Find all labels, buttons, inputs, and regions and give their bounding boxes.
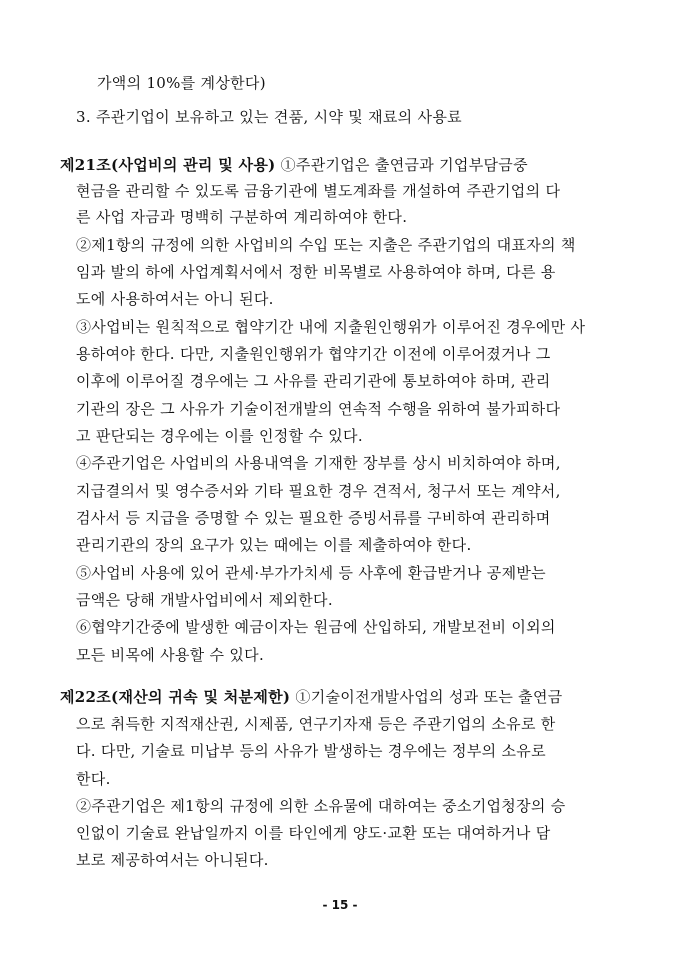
article-21-line: 용하여야 한다. 다만, 지출원인행위가 협약기간 이전에 이루어졌거나 그: [76, 345, 551, 363]
page-number: - 15 -: [322, 898, 358, 912]
article-21-line: ③사업비는 원칙적으로 협약기간 내에 지출원인행위가 이루어진 경우에만 사: [76, 318, 586, 336]
article-21-line: 이후에 이루어질 경우에는 그 사유를 관리기관에 통보하여야 하며, 관리: [76, 372, 551, 390]
article-21-line: ④주관기업은 사업비의 사용내역을 기재한 장부를 상시 비치하여야 하며,: [76, 454, 561, 472]
article-21-line: 현금을 관리할 수 있도록 금융기관에 별도계좌를 개설하여 주관기업의 다: [76, 182, 561, 200]
article-21-line: 금액은 당해 개발사업비에서 제외한다.: [76, 591, 333, 609]
article-22-first-line: [60, 687, 563, 707]
article-21-line: ②제1항의 규정에 의한 사업비의 수입 또는 지출은 주관기업의 대표자의 책: [76, 236, 576, 254]
article-22-line: ①기술이전개발사업의 성과 또는 출연금: [290, 688, 563, 706]
article-21-line: ⑥협약기간중에 발생한 예금이자는 원금에 산입하되, 개발보전비 이외의: [76, 618, 556, 636]
article-22-line: 으로 취득한 지적재산권, 시제품, 연구기자재 등은 주관기업의 소유로 한: [76, 715, 556, 733]
article-22-line: 다. 다만, 기술료 미납부 등의 사유가 발생하는 경우에는 정부의 소유로: [76, 742, 546, 760]
article-22-title: 제22조(재산의 귀속 및 처분제한): [60, 688, 291, 706]
article-21-line: 지급결의서 및 영수증서와 기타 필요한 경우 견적서, 청구서 또는 계약서,: [76, 482, 561, 500]
article-21-line: 검사서 등 지급을 증명할 수 있는 필요한 증빙서류를 구비하여 관리하며: [76, 509, 551, 527]
article-22-line: 인없이 기술료 완납일까지 이를 타인에게 양도·교환 또는 대여하거나 담: [76, 824, 551, 842]
article-22-line: 한다.: [76, 770, 111, 788]
article-22-line: 보로 제공하여서는 아니된다.: [76, 851, 269, 869]
article-21-first-line: [60, 155, 528, 175]
article-21-line: ①주관기업은 출연금과 기업부담금중: [275, 156, 528, 174]
article-21-line: 기관의 장은 그 사유가 기술이전개발의 연속적 수행을 위하여 불가피하다: [76, 400, 561, 418]
article-21-line: 도에 사용하여서는 아니 된다.: [76, 290, 274, 308]
intro-line-2: 3. 주관기업이 보유하고 있는 견품, 시약 및 재료의 사용료: [76, 108, 462, 126]
article-21-line: 른 사업 자금과 명백히 구분하여 계리하여야 한다.: [76, 208, 408, 226]
article-22-line: ②주관기업은 제1항의 규정에 의한 소유물에 대하여는 중소기업청장의 승: [76, 797, 566, 815]
article-21-line: 모든 비목에 사용할 수 있다.: [76, 646, 265, 664]
intro-line-1: 가액의 10%를 계상한다): [97, 74, 266, 92]
article-21-line: 관리기관의 장의 요구가 있는 때에는 이를 제출하여야 한다.: [76, 536, 472, 554]
article-21-line: ⑤사업비 사용에 있어 관세·부가가치세 등 사후에 환급받거나 공제받는: [76, 564, 546, 582]
article-21-line: 임과 발의 하에 사업계획서에서 정한 비목별로 사용하여야 하며, 다른 용: [76, 263, 556, 281]
article-21-line: 고 판단되는 경우에는 이를 인정할 수 있다.: [76, 427, 363, 445]
article-21-title: 제21조(사업비의 관리 및 사용): [60, 156, 276, 174]
